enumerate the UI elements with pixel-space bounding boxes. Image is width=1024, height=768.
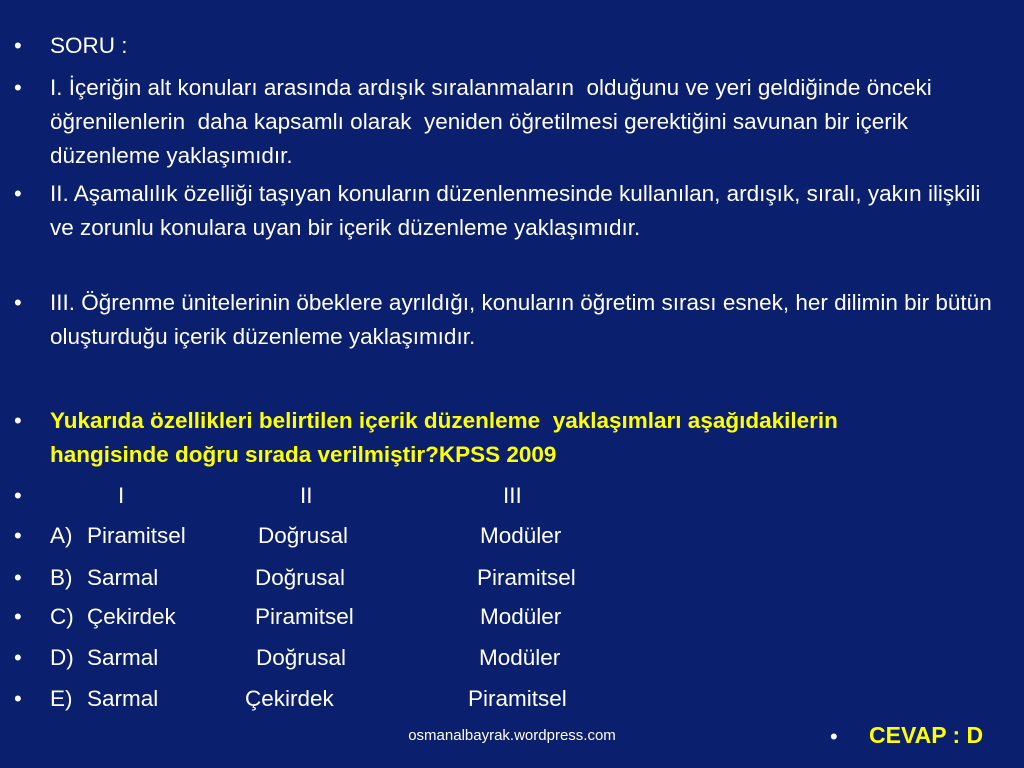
option-b-col2: Doğrusal [255,565,346,590]
question-text: Yukarıda özellikleri belirtilen içerik düzenleme yaklaşımları aşağıdakilerin hangisinde doğru sırada verilmiştir?KPSS 2009 [50,408,845,467]
bullet: • [14,408,22,433]
bullet: • [14,523,22,548]
column-header-1: I [118,483,125,508]
option-c-col1: Çekirdek [87,604,176,629]
option-e-letter: E) [50,686,73,711]
option-d-col2: Doğrusal [256,645,347,670]
bullet: • [830,724,838,749]
option-a-col3: Modüler [480,523,562,548]
bullet: • [14,645,22,670]
option-e-col1: Sarmal [87,686,159,711]
bullet: • [14,483,22,508]
bullet: • [14,565,22,590]
statement-2: II. Aşamalılık özelliği taşıyan konuların düzenlenmesinde kullanılan, ardışık, sıralı, yakın ilişkili ve zorunlu konulara uyan bir içerik düzenleme yaklaşımıdır. [50,181,987,240]
question-label: SORU : [50,33,128,58]
bullet: • [14,33,22,58]
bullet: • [14,686,22,711]
bullet: • [14,75,22,100]
option-c-letter: C) [50,604,74,629]
option-e-col2: Çekirdek [245,686,334,711]
option-a-col2: Doğrusal [258,523,349,548]
option-d-letter: D) [50,645,74,670]
bullet: • [14,290,22,315]
bullet: • [14,181,22,206]
option-a-col1: Piramitsel [87,523,186,548]
option-b-col3: Piramitsel [477,565,576,590]
option-c-col3: Modüler [480,604,562,629]
bullet: • [14,604,22,629]
answer-text: CEVAP : D [869,722,984,748]
column-header-2: II [300,483,313,508]
option-d-col3: Modüler [479,645,561,670]
option-b-col1: Sarmal [87,565,159,590]
option-e-col3: Piramitsel [468,686,567,711]
column-header-3: III [503,483,522,508]
option-d-col1: Sarmal [87,645,159,670]
statement-1: I. İçeriğin alt konuları arasında ardışık sıralanmaların olduğunu ve yeri geldiğinde önceki öğrenilenlerin daha kapsamlı olarak yeniden öğretilmesi gerektiğini savunan bir içerik düzenleme yaklaşımıdır. [50,75,939,168]
footer-source: osmanalbayrak.wordpress.com [408,727,616,744]
option-b-letter: B) [50,565,73,590]
statement-3: III. Öğrenme ünitelerinin öbeklere ayrıldığı, konuların öğretim sırası esnek, her dilimin bir bütün oluşturduğu içerik düzenleme yaklaşımıdır. [50,290,998,349]
option-c-col2: Piramitsel [255,604,354,629]
option-a-letter: A) [50,523,73,548]
